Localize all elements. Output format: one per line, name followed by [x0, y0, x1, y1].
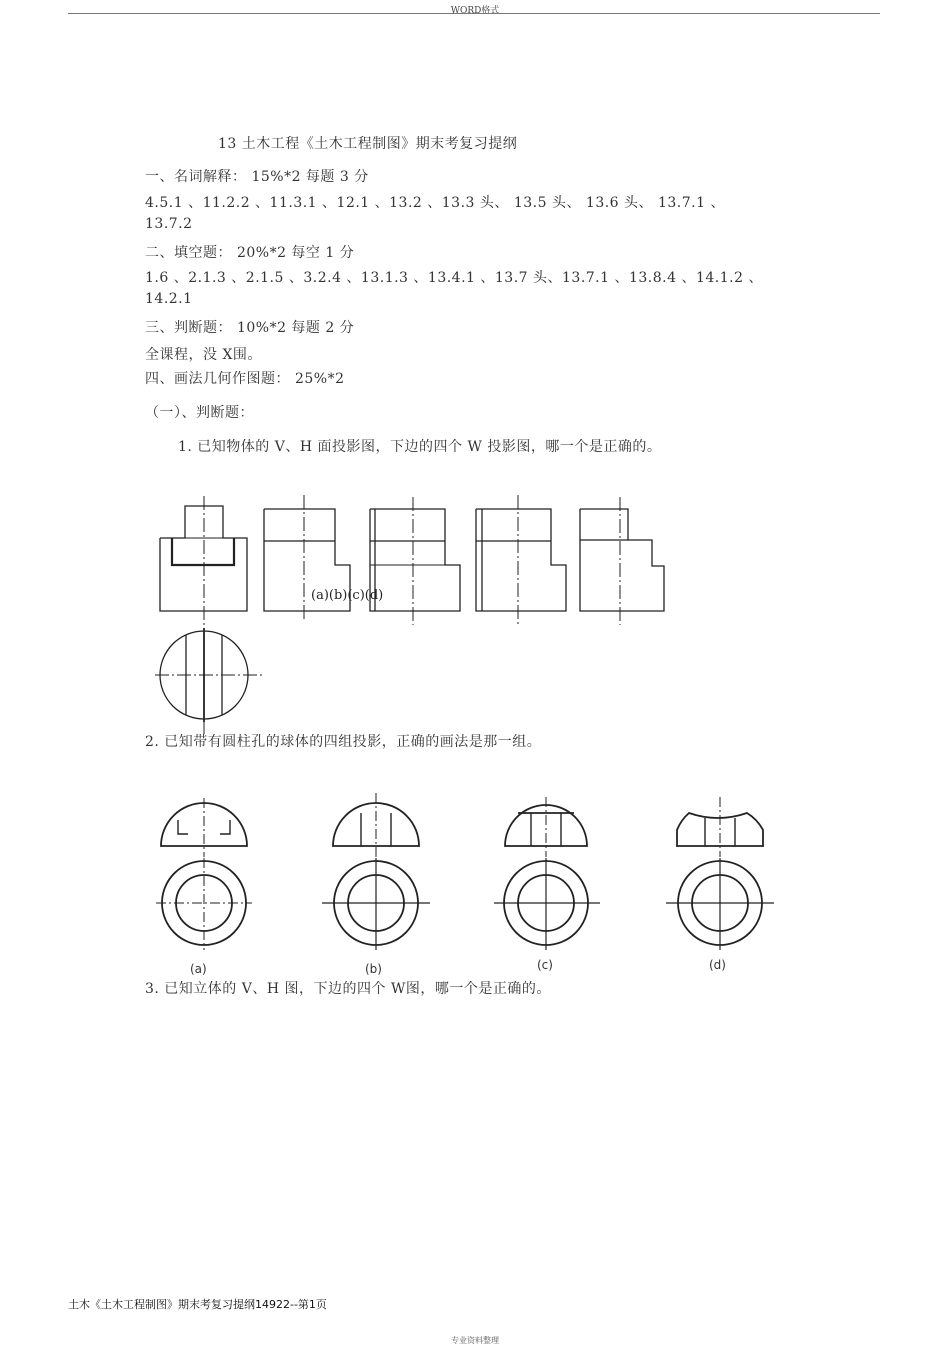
option-b-sphere [322, 793, 430, 950]
option-a-sphere [156, 798, 252, 950]
document-title: 13 土木工程《土木工程制图》期末考复习提纲 [218, 136, 518, 152]
section-1-items: 4.5.1 、11.2.2 、11.3.1 、12.1 、13.2 、13.3 头、 13.5 头、 13.6 头、 13.7.1 、 [145, 195, 725, 211]
section-4-heading: 四、画法几何作图题： 25%*2 [145, 371, 345, 387]
subsection-heading: （一）、判断题： [145, 405, 254, 421]
section-2-items: 1.6 、2.1.3 、2.1.5 、3.2.4 、13.1.3 、13.4.1 、13.7 头、13.7.1 、13.8.4 、14.1.2 、 [145, 270, 763, 286]
question-2: 2. 已知带有圆柱孔的球体的四组投影，正确的画法是那一组。 [145, 734, 542, 750]
section-1-items-cont: 13.7.2 [145, 216, 193, 232]
label-a: (a) [190, 962, 207, 976]
page-header-text: WORD格式 [450, 6, 500, 16]
section-3-scope: 全课程，没 X围。 [145, 347, 262, 363]
section-2-heading: 二、填空题： 20%*2 每空 1 分 [145, 245, 355, 261]
page-footer: 土木《土木工程制图》期末考复习提纲14922--第1页 [68, 1298, 327, 1311]
question-3: 3. 已知立体的 V、H 图，下边的四个 W图，哪一个是正确的。 [145, 981, 551, 997]
option-c-sphere [494, 797, 600, 950]
section-3-heading: 三、判断题： 10%*2 每题 2 分 [145, 320, 355, 336]
section-2-items-cont: 14.2.1 [145, 291, 193, 307]
label-c: (c) [537, 958, 553, 972]
option-d-sphere [666, 797, 774, 950]
label-b: (b) [365, 962, 382, 976]
question-1: 1. 已知物体的 V、H 面投影图，下边的四个 W 投影图，哪一个是正确的。 [178, 439, 662, 455]
page-footer-sub: 专业资料整理 [451, 1336, 499, 1345]
section-1-heading: 一、名词解释： 15%*2 每题 3 分 [145, 169, 369, 185]
label-d: (d) [709, 958, 726, 972]
question-1-option-labels: (a)(b)(c)(d) [311, 588, 384, 603]
